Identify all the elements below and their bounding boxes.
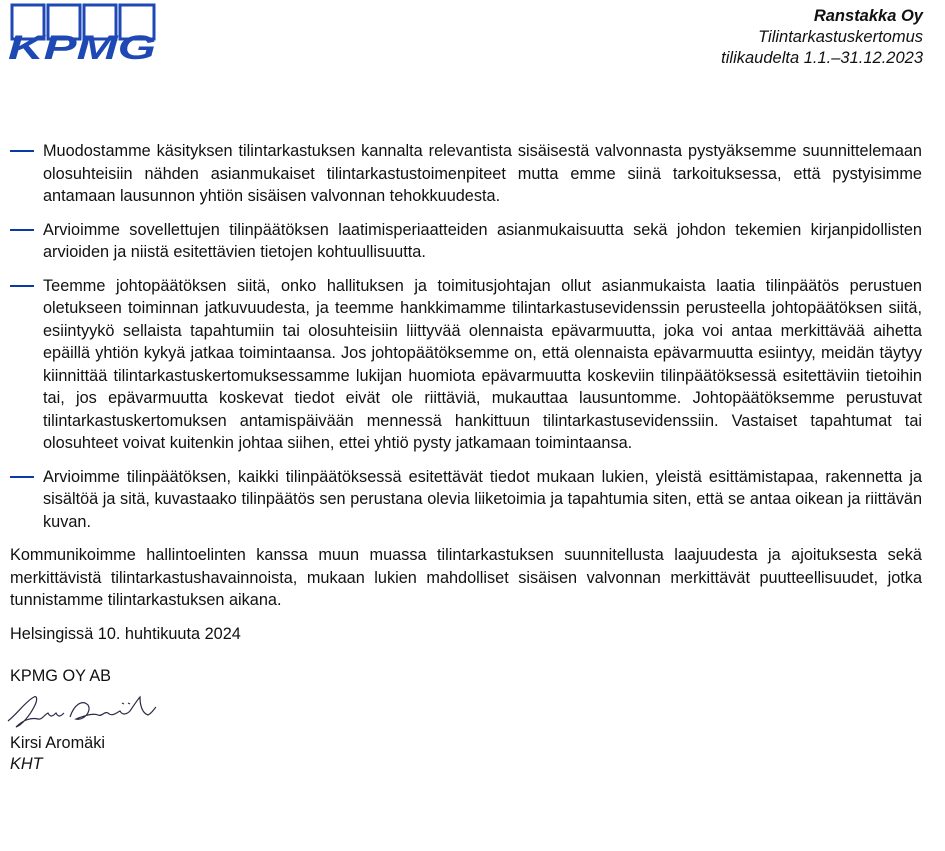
dash-bullet-icon	[10, 150, 34, 152]
document-type: Tilintarkastuskertomus	[758, 28, 923, 46]
communication-paragraph: Kommunikoimme hallintoelinten kanssa muun muassa tilintarkastuksen suunnitellusta laajuudesta ja ajoituksesta sekä merkittävistä tilintarkastushavainnoista, mukaan lukien mahdolliset sisäisen valvonnan merkittävät puutteellisuudet, jotka tunnistamme tilintarkastuksen aikana.	[10, 546, 922, 609]
document-header	[721, 6, 923, 69]
handwritten-signature	[4, 691, 169, 733]
kpmg-logo	[8, 3, 158, 63]
bullet-text: Muodostamme käsityksen tilintarkastuksen kannalta relevantista sisäisestä valvonnasta pystyäksemme suunnittelemaan olosuhteisiin nähden asianmukaiset tilintarkastustoimenpiteet mutta emme siinä tarkoituksessa, että pystyisimme antamaan lausunnon yhtiön sisäisen valvonnan tehokkuudesta.	[43, 142, 922, 205]
signer-name: Kirsi Aromäki	[10, 734, 105, 752]
bullet-item	[10, 466, 922, 534]
bullet-text: Teemme johtopäätöksen siitä, onko hallituksen ja toimitusjohtajan ollut asianmukaista laatia tilinpäätös perustuen oletukseen toiminnan jatkuvuudesta, ja teemme hankkimamme tilintarkastusevidenssin perusteella johtopäätöksen siitä, esiintyykö sellaista tapahtumiin tai olosuhteisiin liittyvää olennaista epävarmuutta, joka voi antaa merkittävää aihetta epäillä yhtiön kykyä jatkaa toimintaansa. Jos johtopäätöksemme on, että olennaista epävarmuutta esiintyy, meidän täytyy kiinnittää tilintarkastuskertomuksessamme lukijan huomiota epävarmuutta koskeviin tilinpäätöksessä esitettäviin tietoihin tai, jos epävarmuutta koskevat tiedot eivät ole riittäviä, mukauttaa lausuntomme. Johtopäätöksemme perustuvat tilintarkastuskertomuksen antamispäivään mennessä hankittuun tilintarkastusevidenssiin. Vastaiset tapahtumat tai olosuhteet voivat kuitenkin johtaa siihen, ettei yhtiö pysty jatkamaan toimintaansa.	[43, 276, 922, 452]
fiscal-period: tilikaudelta 1.1.–31.12.2023	[721, 49, 923, 67]
audit-firm-name: KPMG OY AB	[10, 667, 112, 685]
bullet-text: Arvioimme sovellettujen tilinpäätöksen laatimisperiaatteiden asianmukaisuutta sekä johdon tekemien kirjanpidollisten arvioiden ja niistä esitettävien tietojen kohtuullisuutta.	[43, 220, 922, 261]
company-name: Ranstakka Oy	[813, 7, 923, 25]
dash-bullet-icon	[10, 285, 34, 287]
bullet-text: Arvioimme tilinpäätöksen, kaikki tilinpäätöksessä esitettävät tiedot mukaan lukien, yleistä esittämistapaa, rakennetta ja sisältöä ja sitä, kuvastaako tilinpäätös sen perustana olevia liiketoimia ja tapahtumia siten, että se antaa oikean ja riittävän kuvan.	[43, 467, 922, 531]
report-body	[10, 140, 922, 775]
dash-bullet-icon	[10, 476, 34, 478]
svg-text:KPMG: KPMG	[8, 29, 156, 63]
bullet-item	[10, 140, 922, 208]
place-and-date: Helsingissä 10. huhtikuuta 2024	[10, 624, 241, 643]
dash-bullet-icon	[10, 229, 34, 231]
bullet-item	[10, 219, 922, 264]
bullet-item	[10, 275, 922, 455]
signer-title: KHT	[10, 755, 43, 773]
